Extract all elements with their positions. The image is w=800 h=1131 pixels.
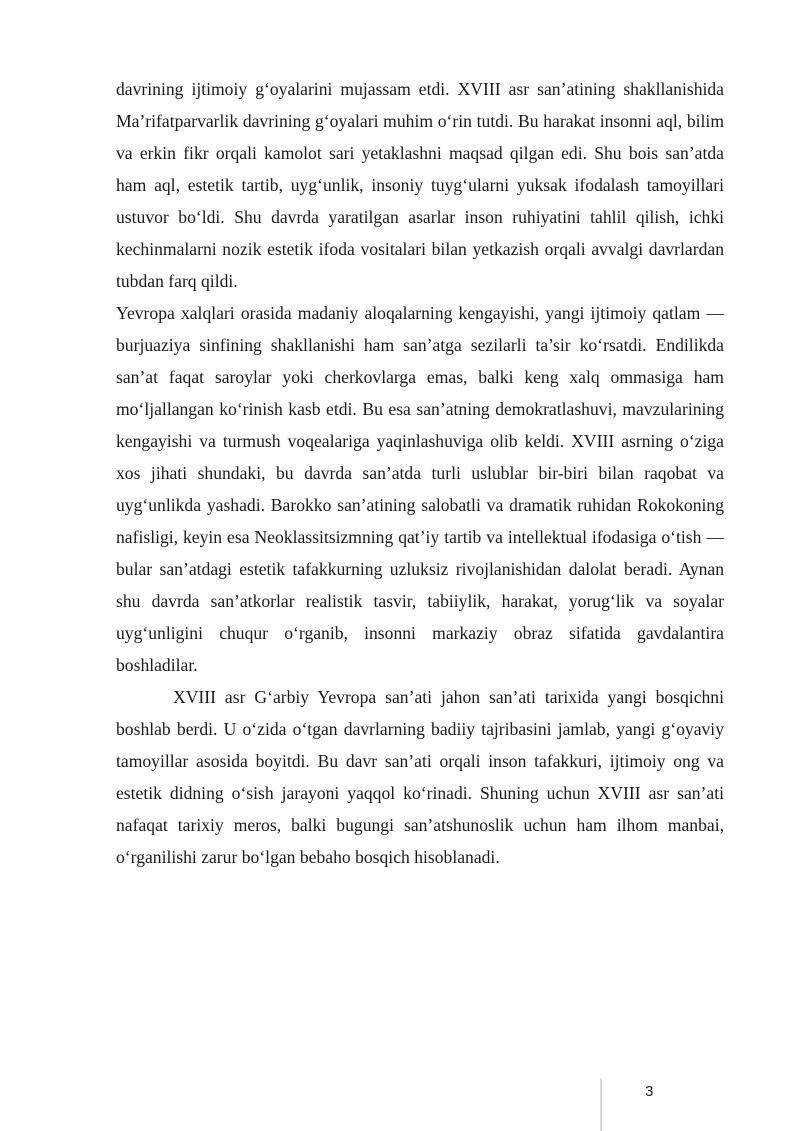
paragraph-2: Yevropa xalqlari orasida madaniy aloqalarning kengayishi, yangi ijtimoiy qatlam — burjuaziya sinfining shakllanishi ham san’atga sezilarli ta’sir ko‘rsatdi. Endilikda san’at faqat saroylar yoki cherkovlarga emas, balki keng xalq ommasiga ham mo‘ljallangan ko‘rinish kasb etdi. Bu esa san’atning demokratlashuvi, mavzularining kengayishi va turmush voqealariga yaqinlashuviga olib keldi. XVIII asrning o‘ziga xos jihati shundaki, bu davrda san’atda turli uslublar bir-biri bilan raqobat va uyg‘unlikda yashadi. Barokko san’atining salobatli va dramatik ruhidan Rokokoning nafisligi, keyin esa Neoklassitsizmning qat’iy tartib va intellektual ifodasiga o‘tish — bular san’atdagi estetik tafakkurning uzluksiz rivojlanishidan dalolat beradi. Aynan shu davrda san’atkorlar realistik tasvir, tabiiylik, harakat, yorug‘lik va soyalar uyg‘unligini chuqur o‘rganib, insonni markaziy obraz sifatida gavdalantira boshladilar. — [116, 303, 724, 675]
footer-divider — [600, 1078, 602, 1131]
paragraph-3: XVIII asr G‘arbiy Yevropa san’ati jahon san’ati tarixida yangi bosqichni boshlab berdi. U o‘zida o‘tgan davrlarning badiiy tajribasini jamlab, yangi g‘oyaviy tamoyillar asosida boyitdi. Bu davr san’ati orqali inson tafakkuri, ijtimoiy ong va estetik didning o‘sish jarayoni yaqqol ko‘rinadi. Shuning uchun XVIII asr san’ati nafaqat tarixiy meros, balki bugungi san’atshunoslik uchun ham ilhom manbai, o‘rganilishi zarur bo‘lgan bebaho bosqich hisoblanadi. — [116, 687, 724, 867]
body-text — [116, 73, 724, 873]
paragraph-1: davrining ijtimoiy g‘oyalarini mujassam etdi. XVIII asr san’atining shakllanishida Ma’rifatparvarlik davrining g‘oyalari muhim o‘rin tutdi. Bu harakat insonni aql, bilim va erkin fikr orqali kamolot sari yetaklashni maqsad qilgan edi. Shu bois san’atda ham aql, estetik tartib, uyg‘unlik, insoniy tuyg‘ularni yuksak ifodalash tamoyillari ustuvor bo‘ldi. Shu davrda yaratilgan asarlar inson ruhiyatini tahlil qilish, ichki kechinmalarni nozik estetik ifoda vositalari bilan yetkazish orqali avvalgi davrlardan tubdan farq qildi. — [116, 79, 724, 291]
page-number: 3 — [645, 1083, 654, 1100]
